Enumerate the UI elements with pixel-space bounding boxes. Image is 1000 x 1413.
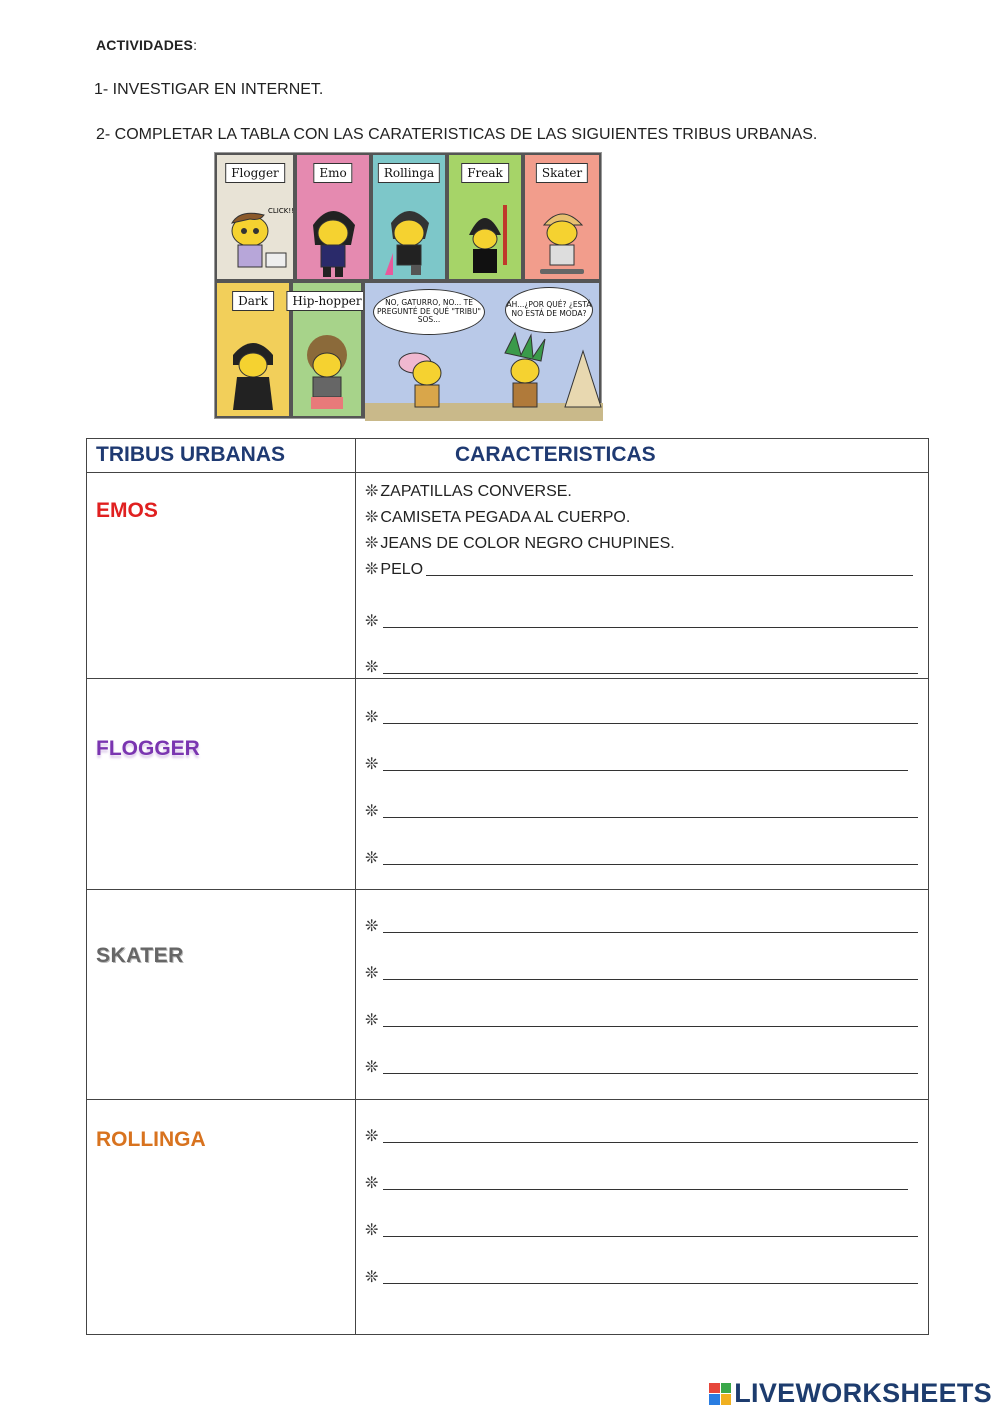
- blank-line[interactable]: [383, 673, 918, 674]
- panel-label: Flogger: [225, 163, 285, 183]
- cat-character-icon: [220, 201, 294, 281]
- bullet-star-icon: ❊: [365, 1175, 379, 1192]
- bullet-star-icon: ❊: [365, 965, 379, 982]
- tribe-name-emos: EMOS: [87, 473, 356, 679]
- bullet-star-icon: ❊: [365, 803, 379, 820]
- bullet-star-icon: ❊: [365, 659, 379, 676]
- panel-emo: [295, 153, 371, 281]
- bullet-star-icon: ❊: [365, 561, 379, 578]
- tribe-name-rollinga: ROLLINGA: [87, 1100, 356, 1335]
- list-item: [365, 1146, 918, 1193]
- list-item: [365, 1104, 918, 1146]
- bullet-star-icon: ❊: [365, 535, 379, 552]
- bullet-star-icon: ❊: [365, 756, 379, 773]
- blank-line[interactable]: [426, 575, 913, 576]
- blank-line[interactable]: [383, 1026, 918, 1027]
- table-row: [87, 679, 929, 890]
- panel-rollinga: [371, 153, 447, 281]
- table-header-row: [87, 439, 929, 473]
- panel-scene: [363, 281, 601, 418]
- item-text: PELO: [380, 561, 424, 578]
- cat-character-icon: [455, 195, 515, 280]
- blank-line[interactable]: [383, 1236, 918, 1237]
- blank-line[interactable]: [383, 1283, 918, 1284]
- characteristics-cell: [356, 679, 929, 890]
- list-item: [365, 894, 918, 936]
- blank-line[interactable]: [383, 770, 908, 771]
- list-item: [365, 821, 918, 868]
- bullet-star-icon: ❊: [365, 850, 379, 867]
- instruction-2: 2- COMPLETAR LA TABLA CON LAS CARATERISTICAS DE LAS SIGUIENTES TRIBUS URBANAS.: [96, 126, 818, 143]
- panel-hip-hopper: [291, 281, 363, 418]
- bullet-star-icon: ❊: [365, 709, 379, 726]
- cat-character-icon: [532, 195, 592, 280]
- tribes-table: [86, 438, 929, 1335]
- bullet-star-icon: ❊: [365, 1269, 379, 1286]
- bullet-star-icon: ❊: [365, 1012, 379, 1029]
- blank-line[interactable]: [383, 723, 918, 724]
- blank-line[interactable]: [383, 1073, 918, 1074]
- panel-dark: [215, 281, 291, 418]
- list-item: [365, 774, 918, 821]
- bullet-star-icon: ❊: [365, 1222, 379, 1239]
- characteristics-cell: [356, 890, 929, 1100]
- item-text: CAMISETA PEGADA AL CUERPO.: [380, 509, 631, 526]
- panel-label: Emo: [313, 163, 352, 183]
- bullet-star-icon: ❊: [365, 613, 379, 630]
- list-item: [365, 1240, 918, 1287]
- table-row: [87, 473, 929, 679]
- svg-text:CLICK!!: CLICK!!: [268, 207, 294, 215]
- list-item: [365, 527, 918, 553]
- panel-freak: [447, 153, 523, 281]
- characteristics-cell: [356, 473, 929, 679]
- liveworksheets-logo: [709, 1378, 992, 1409]
- blank-line[interactable]: [383, 932, 918, 933]
- panel-skater: [523, 153, 601, 281]
- list-item: [365, 579, 918, 631]
- list-item: [365, 936, 918, 983]
- characteristics-cell: [356, 1100, 929, 1335]
- bullet-star-icon: ❊: [365, 483, 379, 500]
- cat-character-icon: [297, 325, 357, 415]
- blank-line[interactable]: [383, 1189, 908, 1190]
- comic-strip-image: [214, 152, 602, 419]
- blank-line[interactable]: [383, 627, 918, 628]
- panel-label: Dark: [232, 291, 274, 311]
- cat-character-icon: [223, 325, 283, 415]
- panel-flogger: [215, 153, 295, 281]
- list-item: [365, 1030, 918, 1077]
- item-text: JEANS DE COLOR NEGRO CHUPINES.: [380, 535, 675, 552]
- panel-label: Skater: [536, 163, 588, 183]
- bullet-star-icon: ❊: [365, 509, 379, 526]
- blank-line[interactable]: [383, 817, 918, 818]
- liveworksheets-logo-icon: [709, 1383, 731, 1405]
- list-item: [365, 631, 918, 677]
- bullet-star-icon: ❊: [365, 918, 379, 935]
- list-item: [365, 501, 918, 527]
- panel-label: Hip-hopper: [286, 291, 367, 311]
- table-row: [87, 890, 929, 1100]
- panel-label: Rollinga: [378, 163, 440, 183]
- speech-bubble: NO, GATURRO, NO... TE PREGUNTÉ DE QUÉ "TRIBU" SOS...: [373, 289, 485, 335]
- list-item: [365, 1193, 918, 1240]
- blank-line[interactable]: [383, 1142, 918, 1143]
- header-caracteristicas: CARACTERISTICAS: [356, 439, 929, 473]
- list-item: [365, 553, 918, 579]
- list-item: [365, 477, 918, 501]
- bullet-star-icon: ❊: [365, 1059, 379, 1076]
- list-item: [365, 683, 918, 727]
- tribe-name-flogger: FLOGGER: [87, 679, 356, 890]
- tribe-name-skater: SKATER: [87, 890, 356, 1100]
- instruction-1: 1- INVESTIGAR EN INTERNET.: [94, 81, 324, 98]
- cat-characters-icon: [365, 331, 603, 421]
- cat-character-icon: [303, 195, 363, 280]
- panel-label: Freak: [461, 163, 509, 183]
- item-text: ZAPATILLAS CONVERSE.: [380, 483, 572, 500]
- brand-text: LIVEWORKSHEETS: [734, 1378, 992, 1408]
- blank-line[interactable]: [383, 979, 918, 980]
- speech-bubble: AH...¿POR QUÉ? ¿ESTÁ NO ESTÁ DE MODA?: [505, 287, 593, 333]
- list-item: [365, 983, 918, 1030]
- bullet-star-icon: ❊: [365, 1128, 379, 1145]
- header-tribus: TRIBUS URBANAS: [87, 439, 356, 473]
- list-item: [365, 727, 918, 774]
- blank-line[interactable]: [383, 864, 918, 865]
- table-row: [87, 1100, 929, 1335]
- activities-title: ACTIVIDADES:: [96, 37, 198, 53]
- cat-character-icon: [379, 195, 439, 280]
